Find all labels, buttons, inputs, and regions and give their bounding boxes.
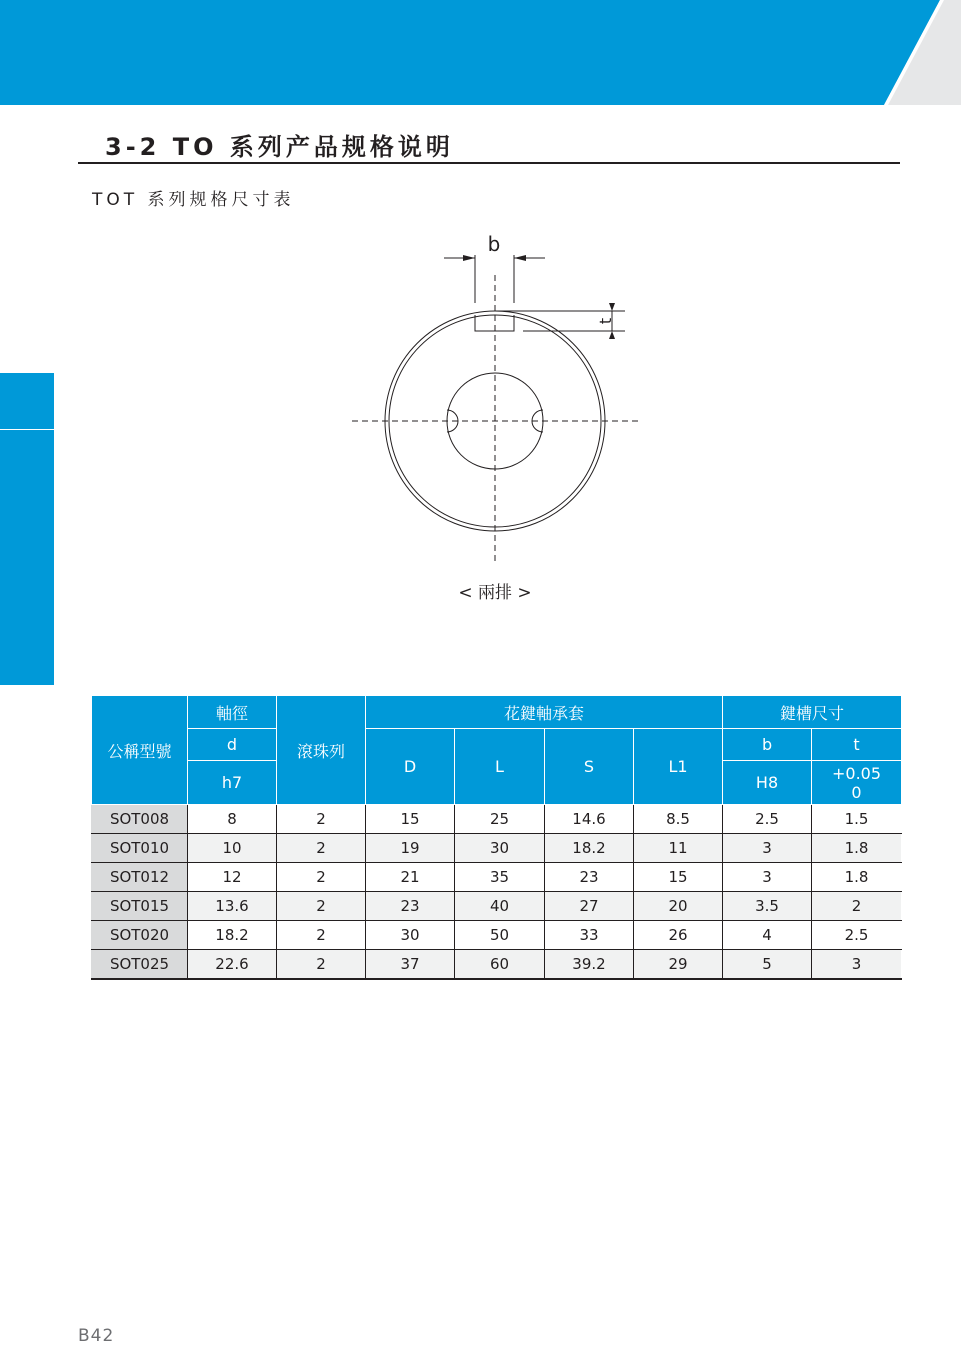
t-arrow-bottom (609, 331, 615, 339)
cell-L: 50 (455, 921, 545, 950)
cell-L1: 29 (634, 950, 723, 980)
table-row (92, 921, 902, 950)
header-L1: L1 (634, 729, 723, 805)
header-S: S (545, 729, 634, 805)
cell-L1: 11 (634, 834, 723, 863)
cell-d: 13.6 (188, 892, 277, 921)
table-row (92, 863, 902, 892)
cell-t: 1.8 (812, 834, 902, 863)
header-shaft-diameter: 軸徑 (188, 696, 277, 729)
cell-S: 33 (545, 921, 634, 950)
cell-D: 19 (366, 834, 455, 863)
table-row (92, 805, 902, 834)
cell-b: 5 (723, 950, 812, 980)
cell-S: 23 (545, 863, 634, 892)
dimension-label-t: t (596, 317, 615, 325)
cell-d: 12 (188, 863, 277, 892)
drawing-caption: < 兩排 > (458, 583, 532, 603)
cell-L1: 8.5 (634, 805, 723, 834)
cell-t: 2.5 (812, 921, 902, 950)
cell-D: 37 (366, 950, 455, 980)
side-tab (0, 373, 54, 685)
table-row (92, 834, 902, 863)
cross-section-drawing (340, 225, 650, 575)
cell-D: 23 (366, 892, 455, 921)
cell-model: SOT008 (92, 805, 188, 834)
cell-b: 2.5 (723, 805, 812, 834)
header-D: D (366, 729, 455, 805)
b-arrow-left (463, 255, 475, 261)
header-t: t (812, 729, 902, 761)
cell-L: 25 (455, 805, 545, 834)
cell-S: 18.2 (545, 834, 634, 863)
cell-t: 2 (812, 892, 902, 921)
cell-ball-rows: 2 (277, 805, 366, 834)
t-tolerance-lower: 0 (851, 782, 862, 802)
header-L: L (455, 729, 545, 805)
cell-L: 40 (455, 892, 545, 921)
cell-b: 4 (723, 921, 812, 950)
cell-b: 3.5 (723, 892, 812, 921)
cell-S: 14.6 (545, 805, 634, 834)
cell-t: 1.5 (812, 805, 902, 834)
cell-D: 21 (366, 863, 455, 892)
cell-model: SOT015 (92, 892, 188, 921)
header-ball-rows: 滾珠列 (277, 696, 366, 805)
cell-D: 30 (366, 921, 455, 950)
page-number: B42 (78, 1326, 115, 1346)
header-H8: H8 (723, 761, 812, 805)
cell-model: SOT025 (92, 950, 188, 980)
side-tab-divider (0, 429, 54, 430)
cell-d: 18.2 (188, 921, 277, 950)
header-spline-sleeve: 花鍵軸承套 (366, 696, 723, 729)
cell-t: 1.8 (812, 863, 902, 892)
cell-b: 3 (723, 834, 812, 863)
cell-t: 3 (812, 950, 902, 980)
cell-S: 39.2 (545, 950, 634, 980)
cell-ball-rows: 2 (277, 921, 366, 950)
table-row (92, 950, 902, 980)
t-arrow-top (609, 303, 615, 311)
dimension-label-b: b (487, 232, 501, 256)
header-h7: h7 (188, 761, 277, 805)
title-rule (78, 162, 900, 164)
header-keyway: 鍵槽尺寸 (723, 696, 902, 729)
cell-L: 35 (455, 863, 545, 892)
cell-L1: 20 (634, 892, 723, 921)
t-tolerance-upper: +0.05 (832, 763, 882, 783)
cell-model: SOT020 (92, 921, 188, 950)
cell-ball-rows: 2 (277, 834, 366, 863)
cell-S: 27 (545, 892, 634, 921)
cell-model: SOT010 (92, 834, 188, 863)
cell-ball-rows: 2 (277, 892, 366, 921)
cell-L1: 15 (634, 863, 723, 892)
header-t-tolerance (812, 761, 902, 805)
header-model: 公稱型號 (92, 696, 188, 805)
spec-table (91, 695, 902, 980)
cell-b: 3 (723, 863, 812, 892)
section-subtitle: TOT 系列规格尺寸表 (92, 190, 295, 210)
page-title: 3-2 TO 系列产品规格说明 (105, 133, 454, 161)
header-banner (0, 0, 961, 105)
cell-model: SOT012 (92, 863, 188, 892)
cell-ball-rows: 2 (277, 863, 366, 892)
header-b: b (723, 729, 812, 761)
table-row (92, 892, 902, 921)
cell-ball-rows: 2 (277, 950, 366, 980)
cell-L1: 26 (634, 921, 723, 950)
header-d: d (188, 729, 277, 761)
cell-L: 60 (455, 950, 545, 980)
cell-D: 15 (366, 805, 455, 834)
cell-L: 30 (455, 834, 545, 863)
b-arrow-right (514, 255, 526, 261)
cell-d: 8 (188, 805, 277, 834)
cell-d: 22.6 (188, 950, 277, 980)
cell-d: 10 (188, 834, 277, 863)
